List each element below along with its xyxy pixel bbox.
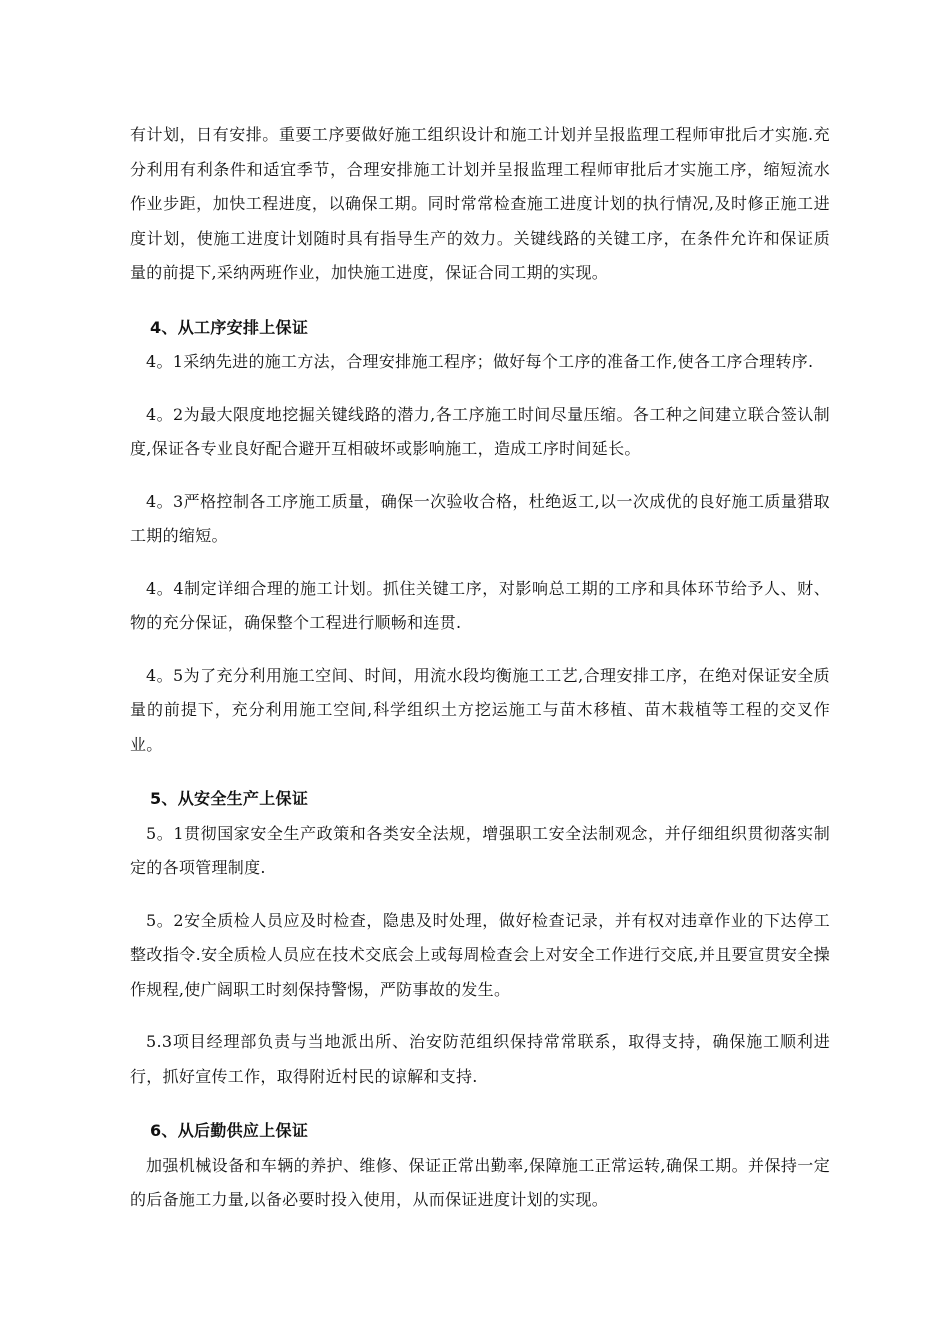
paragraph-4-5: 4。5为了充分利用施工空间、时间，用流水段均衡施工工艺,合理安排工序，在绝对保证安全质量的前提下，充分利用施工空间,科学组织土方挖运施工与苗木移植、苗木栽植等工程的交叉作业。	[130, 665, 830, 754]
section-heading: 5、从安全生产上保证	[150, 789, 309, 808]
paragraph-4-3: 4。3严格控制各工序施工质量，确保一次验收合格，杜绝返工,以一次成优的良好施工质量猎取工期的缩短。	[130, 491, 830, 545]
paragraph-5-3: 5.3项目经理部负责与当地派出所、治安防范组织保持常常联系，取得支持，确保施工顺利进行，抓好宣传工作，取得附近村民的谅解和支持.	[130, 1032, 830, 1086]
section-heading: 4、从工序安排上保证	[150, 317, 309, 337]
paragraph-5-1: 5。1贯彻国家安全生产政策和各类安全法规，增强职工安全法制观念，并仔细组织贯彻落实制定的各项管理制度.	[130, 823, 830, 877]
section-heading: 6、从后勤供应上保证	[150, 1121, 309, 1140]
paragraph-4-4: 4。4制定详细合理的施工计划。抓住关键工序，对影响总工期的工序和具体环节给予人、财、物的充分保证，确保整个工程进行顺畅和连贯.	[130, 578, 830, 632]
paragraph-5-2: 5。2安全质检人员应及时检查，隐患及时处理，做好检查记录，并有权对违章作业的下达停工整改指令.安全质检人员应在技术交底会上或每周检查会上对安全工作进行交底,并且要宣贯安全操作规程,使广阔职工时刻保持警惕，严防事故的发生。	[130, 910, 830, 999]
section-4	[130, 311, 830, 763]
paragraph-6-1: 加强机械设备和车辆的养护、维修、保证正常出勤率,保障施工正常运转,确保工期。并保持一定的后备施工力量,以备必要时投入使用，从而保证进度计划的实现。	[130, 1155, 830, 1209]
paragraph-4-1: 4。1采纳先进的施工方法，合理安排施工程序；做好每个工序的准备工作,使各工序合理转序.	[146, 352, 814, 371]
intro-paragraph: 有计划，日有安排。重要工序要做好施工组织设计和施工计划并呈报监理工程师审批后才实施.充分利用有利条件和适宜季节，合理安排施工计划并呈报监理工程师审批后才实施工序，缩短流水作业步距，加快工程进度，以确保工期。同时常常检查施工进度计划的执行情况,及时修正施工进度计划，使施工进度计划随时具有指导生产的效力。关键线路的关键工序，在条件允许和保证质量的前提下,采纳两班作业，加快施工进度，保证合同工期的实现。	[130, 125, 830, 282]
section-6	[130, 1114, 830, 1218]
section-5	[130, 782, 830, 1094]
paragraph-4-2: 4。2为最大限度地挖掘关键线路的潜力,各工序施工时间尽量压缩。各工种之间建立联合签认制度,保证各专业良好配合避开互相破坏或影响施工，造成工序时间延长。	[130, 404, 830, 458]
document-body	[130, 118, 830, 1218]
